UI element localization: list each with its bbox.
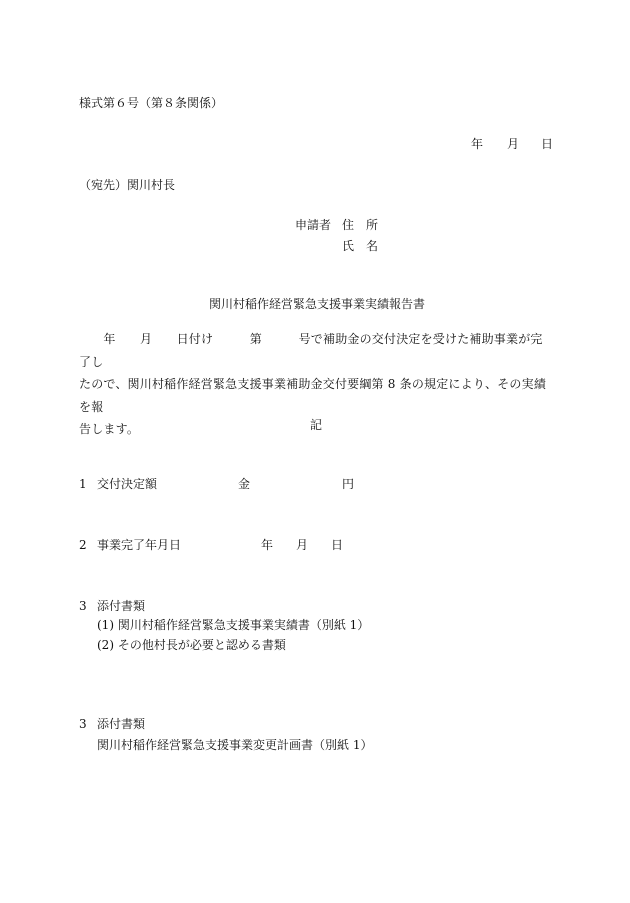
item4-label: 添付書類 [97, 717, 146, 731]
date-month-label: 月 [507, 137, 520, 151]
item1-yen: 円 [342, 477, 355, 491]
name-label: 氏 名 [342, 239, 379, 253]
item3-number: 3 [79, 599, 87, 613]
item2-month: 月 [296, 538, 309, 552]
item2-day: 日 [331, 538, 344, 552]
form-number: 様式第６号（第８条関係） [79, 96, 224, 110]
item3-label: 添付書類 [97, 599, 146, 613]
item2-number: 2 [79, 538, 87, 552]
addressee: （宛先）関川村長 [79, 178, 176, 192]
item1-label: 交付決定額 [97, 477, 158, 491]
report-body-line-2: たので、関川村稲作経営緊急支援事業補助金交付要綱第 8 条の規定により、その実績を報 [79, 377, 547, 414]
address-label: 住 所 [342, 218, 379, 232]
applicant-label: 申請者 [295, 218, 332, 232]
item3-sub1: (1) 関川村稲作経営緊急支援事業実績書（別紙 1） [97, 618, 370, 632]
item1-kin: 金 [238, 477, 251, 491]
ki-heading: 記 [310, 418, 323, 432]
item3-sub2: (2) その他村長が必要と認める書類 [97, 638, 286, 652]
item2-year: 年 [261, 538, 274, 552]
document-title: 関川村稲作経営緊急支援事業実績報告書 [209, 297, 426, 311]
report-body-line-1: 年 月 日付け 第 号で補助金の交付決定を受けた補助事業が完了し [79, 332, 543, 369]
date-day-label: 日 [541, 137, 554, 151]
item2-label: 事業完了年月日 [97, 538, 182, 552]
date-year-label: 年 [471, 137, 484, 151]
item4-sub1: 関川村稲作経営緊急支援事業変更計画書（別紙 1） [97, 738, 373, 752]
item1-number: 1 [79, 477, 87, 491]
item4-number: 3 [79, 717, 87, 731]
report-body-line-3: 告します。 [79, 422, 140, 436]
